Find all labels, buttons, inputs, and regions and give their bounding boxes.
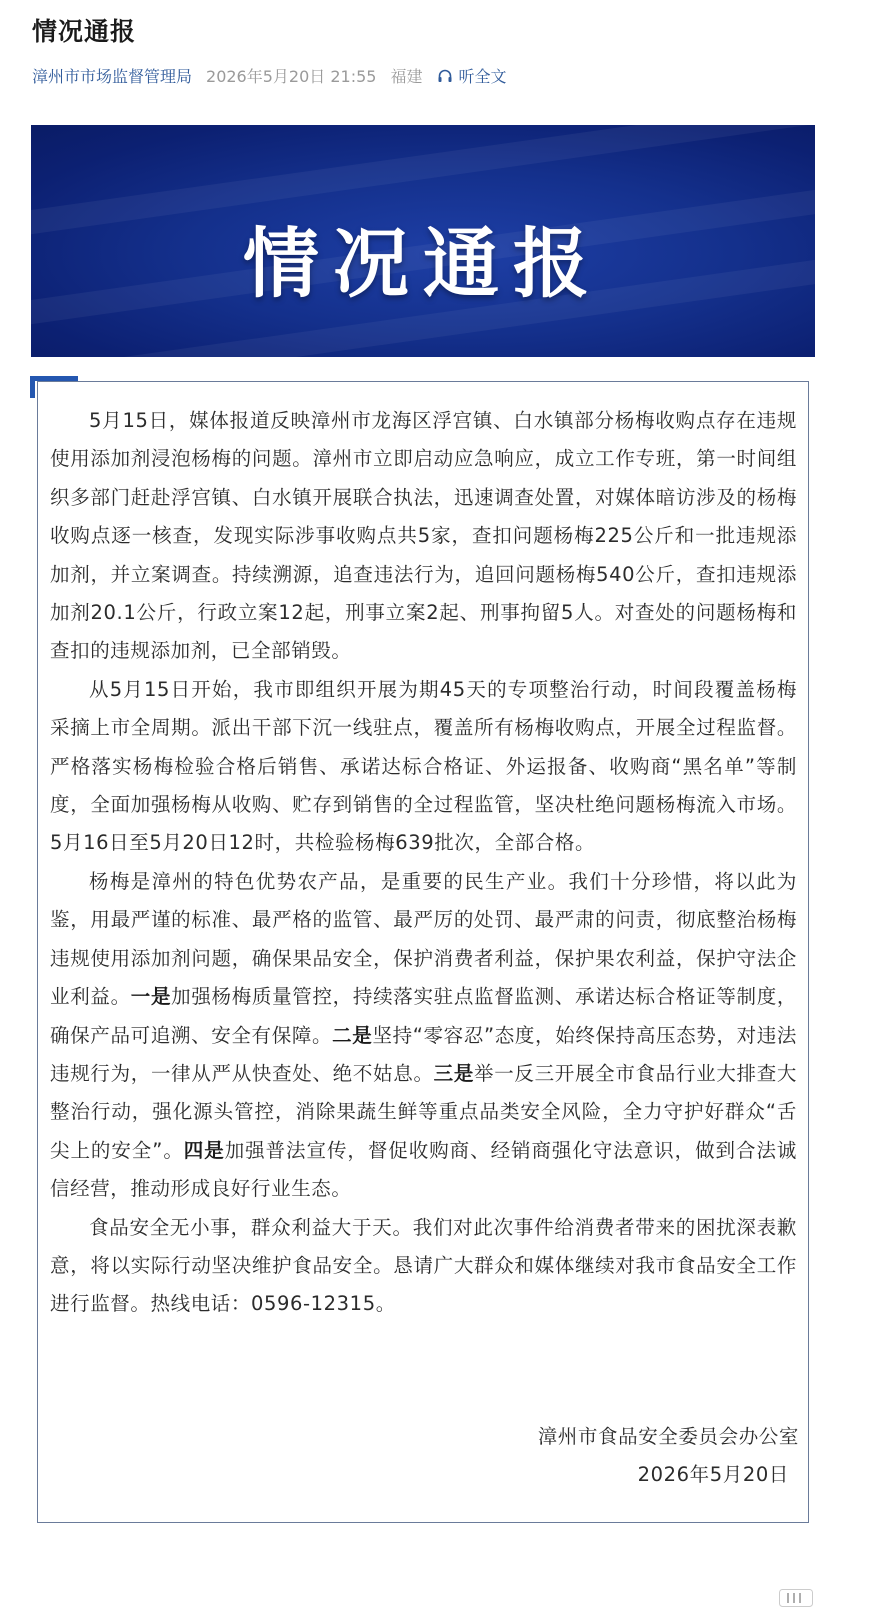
- paragraph-1: 5月15日，媒体报道反映漳州市龙海区浮宫镇、白水镇部分杨梅收购点存在违规使用添加剂浸泡杨梅的问题。漳州市立即启动应急响应，成立工作专班，第一时间组织多部门赶赴浮宫镇、白水镇开展联合执法，迅速调查处置，对媒体暗访涉及的杨梅收购点逐一核查，发现实际涉事收购点共5家，查扣问题杨梅225公斤和一批违规添加剂，并立案调查。持续溯源，追查违法行为，追回问题杨梅540公斤，查扣违规添加剂20.1公斤，行政立案12起，刑事立案2起、刑事拘留5人。对查处的问题杨梅和查扣的违规添加剂，已全部销毁。: [50, 409, 797, 663]
- paragraph-3-intro: 杨梅是漳州的特色优势农产品，是重要的民生产业。我们十分珍惜，将以此为鉴，用最严谨的标准、最严格的监管、最严厉的处罚、最严肃的问责，彻底整治杨梅违规使用添加剂问题，确保果品安全，保护消费者利益，保护果农利益，保护守法企业利益。: [50, 869, 797, 1009]
- banner-image: [31, 125, 815, 357]
- publish-location: 福建: [390, 67, 423, 86]
- point-3-label: 三是: [433, 1061, 475, 1085]
- point-1-label: 一是: [130, 985, 172, 1009]
- article-body: [50, 402, 797, 1324]
- point-1-text: 加强杨梅质量管控，持续落实驻点监督监测、承诺达标合格证等制度，确保产品可追溯、安全有保障。: [50, 985, 797, 1047]
- frame-corner-decoration: [30, 376, 78, 398]
- paragraph-2: 从5月15日开始，我市即组织开展为期45天的专项整治行动，时间段覆盖杨梅采摘上市全周期。派出干部下沉一线驻点，覆盖所有杨梅收购点，开展全过程监督。严格落实杨梅检验合格后销售、承诺达标合格证、外运报备、收购商“黑名单”等制度，全面加强杨梅从收购、贮存到销售的全过程监管，坚决杜绝问题杨梅流入市场。5月16日至5月20日12时，共检验杨梅639批次，全部合格。: [50, 677, 797, 855]
- article-meta: [32, 64, 507, 87]
- paragraph-3: [50, 863, 797, 1209]
- more-icon[interactable]: [779, 1589, 813, 1607]
- publisher-link[interactable]: 漳州市市场监督管理局: [32, 67, 193, 86]
- headphones-icon: [437, 68, 453, 84]
- point-2-label: 二是: [332, 1023, 373, 1047]
- listen-label: 听全文: [458, 67, 507, 86]
- page-title: 情况通报: [32, 17, 137, 46]
- signature-block: [538, 1418, 799, 1494]
- signature-date: 2026年5月20日: [637, 1463, 789, 1486]
- paragraph-4: 食品安全无小事，群众利益大于天。我们对此次事件给消费者带来的困扰深表歉意，将以实际行动坚决维护食品安全。恳请广大群众和媒体继续对我市食品安全工作进行监督。热线电话：0596-12315。: [50, 1215, 797, 1316]
- point-4-text: 加强普法宣传，督促收购商、经销商强化守法意识，做到合法诚信经营，推动形成良好行业生态。: [50, 1138, 797, 1201]
- point-2-text: 坚持“零容忍”态度，始终保持高压态势，对违法违规行为，一律从严从快查处、绝不姑息。: [50, 1023, 797, 1085]
- point-3-text: 举一反三开展全市食品行业大排查大整治行动，强化源头管控，消除果蔬生鲜等重点品类安全风险，全力守护好群众“舌尖上的安全”。: [50, 1061, 797, 1162]
- listen-button[interactable]: [437, 64, 507, 87]
- publish-datetime: 2026年5月20日 21:55: [206, 67, 377, 86]
- signature-org: 漳州市食品安全委员会办公室: [537, 1425, 799, 1448]
- banner-title: 情况通报: [243, 219, 603, 308]
- point-4-label: 四是: [183, 1138, 225, 1162]
